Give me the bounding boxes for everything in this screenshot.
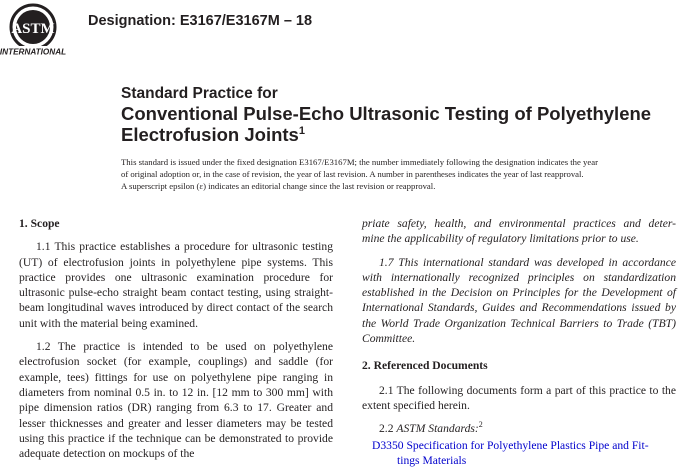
astm-logo: [0, 2, 67, 60]
continued-text-line: mine the applicability of regulatory limitations prior to use.: [362, 232, 639, 246]
section-heading-referenced-documents: 2. Referenced Documents: [362, 359, 488, 373]
title-line-2-text: Electrofusion Joints: [121, 124, 299, 145]
reference-title-link[interactable]: Specification for Polyethylene Plastics Pipe and Fit-: [406, 438, 649, 452]
notice-line: of original adoption or, in the case of revision, the year of last revision. A number in parentheses indicates the year of last reapproval.: [121, 169, 584, 179]
left-column: [19, 216, 333, 469]
issuance-notice: [121, 156, 681, 192]
notice-line: A superscript epsilon (ε) indicates an editorial change since the last revision or reapproval.: [121, 181, 436, 191]
paragraph-2-2: [362, 421, 676, 436]
designation: Designation: E3167/E3167M – 18: [88, 13, 313, 29]
paragraph-2-1: 2.1 The following documents form a part of this practice to the extent specified herein.: [362, 383, 676, 412]
paragraph-1-2: 1.2 The practice is intended to be used on polyethylene electrofusion socket (for example, couplings) and saddle (for example, tees) fittings for use on polyethylene pipe ranging in diameters from nominal 0.5 in. to 12 in. [12 mm to 300 mm] with pipe dimension ratios (DR) ranging from 6.3 to 17. Greater and lesser thicknesses and greater and lesser diameters may be tested using this practice if the technique can be demonstrated to provide adequate detection on mockups of the: [19, 340, 333, 461]
continued-text-line: priate safety, health, and environmental practices and deter-: [362, 217, 676, 230]
reference-title-continued[interactable]: tings Materials: [397, 453, 467, 467]
svg-text:INTERNATIONAL: INTERNATIONAL: [0, 47, 67, 57]
title-line-1: Conventional Pulse-Echo Ultrasonic Testing of Polyethylene: [121, 103, 652, 124]
title-line-2: [121, 124, 651, 145]
section-heading-scope: 1. Scope: [19, 217, 60, 230]
reference-d3350[interactable]: [362, 438, 676, 453]
title-footnote-mark: 1: [298, 125, 305, 137]
paragraph-2-2-footnote-mark: 2: [478, 420, 483, 430]
paragraph-2-2-title: ASTM Standards:: [396, 422, 479, 436]
reference-code-link[interactable]: D3350: [372, 438, 404, 452]
document-title: [121, 85, 651, 145]
title-pre: Standard Practice for: [121, 85, 278, 102]
paragraph-2-2-number: 2.2: [379, 422, 394, 436]
paragraph-1-1: 1.1 This practice establishes a procedure for ultrasonic testing (UT) of electrofusion joints in polyethylene pipe systems. This practice provides one ultrasonic examination procedure for ultrasonic pulse-echo straight beam contact testing, using straight-beam longitudinal waves introduced by direct contact of the search unit with the material being examined.: [19, 240, 333, 330]
paragraph-1-7: 1.7 This international standard was developed in accordance with internationally recognized principles on standardization established in the Decision on Principles for the Development of International Standards, Guides and Recommendations issued by the World Trade Organization Technical Barriers to Trade (TBT) Committee.: [362, 255, 676, 346]
svg-text:ASTM: ASTM: [11, 21, 55, 37]
right-column: [362, 216, 676, 468]
notice-line: This standard is issued under the fixed designation E3167/E3167M; the number immediately following the designation indicates the year: [121, 157, 598, 167]
